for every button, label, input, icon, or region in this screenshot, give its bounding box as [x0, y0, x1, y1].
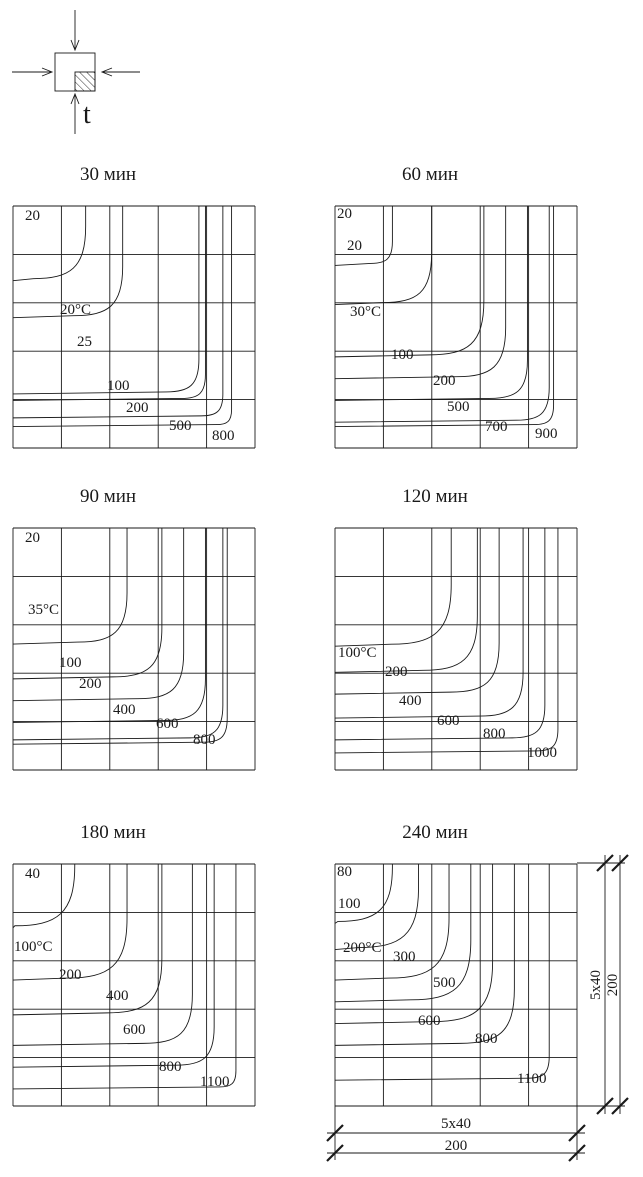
- dimension-lines: [327, 855, 628, 1161]
- isotherm-label: 200°C: [343, 940, 382, 956]
- panel-title: 90 мин: [79, 486, 137, 507]
- isotherm-label: 100°C: [338, 645, 377, 661]
- isotherm-label: 1100: [200, 1074, 230, 1090]
- isotherm-curve: [335, 206, 484, 357]
- isotherm-curve: [13, 206, 199, 394]
- key-label-t: t: [83, 99, 91, 130]
- isotherm-curve: [335, 528, 523, 718]
- isotherm-curve: [335, 864, 549, 1080]
- isotherm-curve: [335, 528, 499, 694]
- isotherm-label: 100: [338, 896, 361, 912]
- panel-grid: [13, 864, 255, 1106]
- panel-title: 30 мин: [79, 164, 137, 185]
- panel-title: 240 мин: [402, 822, 468, 843]
- section-key: [12, 10, 140, 134]
- panel-title: 60 мин: [401, 164, 459, 185]
- panel-grid: [13, 528, 255, 770]
- isotherm-label: 200: [385, 664, 408, 680]
- isotherm-label: 600: [123, 1022, 146, 1038]
- isotherm-label: 200: [126, 400, 149, 416]
- isotherm-label: 200: [79, 676, 102, 692]
- panel-120-min: [335, 486, 577, 770]
- isotherm-label: 35°C: [28, 602, 60, 618]
- isotherm-label: 100: [59, 655, 82, 671]
- dim-total-horizontal: 200: [444, 1138, 468, 1154]
- isotherm-curve: [13, 864, 236, 1089]
- isotherm-label: 200: [433, 373, 456, 389]
- isotherm-label: 600: [437, 713, 460, 729]
- isotherm-label: 25: [77, 334, 92, 350]
- panel-30-min: [13, 164, 255, 448]
- isotherm-label: 20: [25, 208, 40, 224]
- isotherm-curve: [13, 864, 75, 928]
- dim-total-vertical: 200: [605, 973, 621, 997]
- isotherm-label: 80: [337, 864, 352, 880]
- isotherm-label: 100: [391, 347, 414, 363]
- isotherm-label: 20: [347, 238, 362, 254]
- isotherm-label: 700: [485, 419, 508, 435]
- panel-240-min: [335, 822, 577, 1106]
- isotherm-label: 800: [193, 732, 216, 748]
- isotherm-label: 500: [447, 399, 470, 415]
- isotherm-curve: [335, 528, 451, 646]
- isotherm-label: 400: [113, 702, 136, 718]
- isotherm-label: 300: [393, 949, 416, 965]
- isotherm-label: 20°C: [60, 302, 92, 318]
- isotherm-label: 400: [106, 988, 129, 1004]
- isotherm-label: 900: [535, 426, 558, 442]
- panel-180-min: [13, 822, 255, 1106]
- isotherm-curve: [335, 528, 545, 740]
- isotherm-curve: [13, 206, 86, 281]
- isotherm-label: 100: [107, 378, 130, 394]
- isotherm-label: 800: [159, 1059, 182, 1075]
- panel-60-min: [335, 164, 577, 448]
- panel-title: 120 мин: [402, 486, 468, 507]
- isotherm-label: 1100: [517, 1071, 547, 1087]
- dim-grid-horizontal: 5x40: [441, 1116, 471, 1132]
- isotherm-label: 500: [433, 975, 456, 991]
- isotherm-label: 200: [59, 967, 82, 983]
- isotherm-label: 500: [169, 418, 192, 434]
- isotherm-label: 40: [25, 866, 40, 882]
- dim-grid-vertical: 5x40: [588, 970, 604, 1000]
- isotherm-label: 20: [337, 206, 352, 222]
- hatched-quarter: [75, 72, 95, 91]
- isotherm-label: 20: [25, 530, 40, 546]
- isotherm-label: 800: [212, 428, 235, 444]
- isotherm-label: 600: [418, 1013, 441, 1029]
- isotherm-label: 800: [483, 726, 506, 742]
- isotherm-label: 400: [399, 693, 422, 709]
- isotherm-label: 800: [475, 1031, 498, 1047]
- isotherm-label: 1000: [527, 745, 557, 761]
- isotherm-label: 30°C: [350, 304, 382, 320]
- panel-grid: [335, 864, 577, 1106]
- panel-title: 180 мин: [80, 822, 146, 843]
- isotherm-label: 100°C: [14, 939, 53, 955]
- panel-90-min: [13, 486, 255, 770]
- isotherm-label: 600: [156, 716, 179, 732]
